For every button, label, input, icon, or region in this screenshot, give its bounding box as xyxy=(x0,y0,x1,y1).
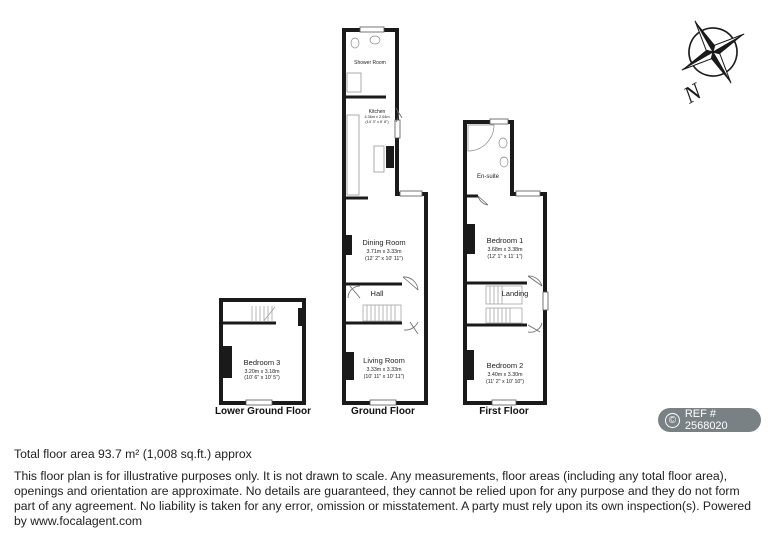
kitchen-name: Kitchen xyxy=(368,109,386,115)
kitchen-worktop xyxy=(347,115,359,195)
chimney-breast xyxy=(346,352,354,380)
shower-tray xyxy=(347,73,361,92)
toilet xyxy=(500,157,508,167)
window xyxy=(492,400,516,405)
window xyxy=(395,120,400,138)
shower-room-name: Shower Room xyxy=(354,60,386,66)
window xyxy=(543,292,548,310)
dining-room-dim-ft: (12' 2" x 10' 11") xyxy=(364,256,404,262)
window xyxy=(370,400,396,405)
ref-text: REF # 2568020 xyxy=(684,408,728,432)
basin xyxy=(370,36,380,44)
chimney-breast xyxy=(223,346,232,378)
kitchen-dim-ft: (14' 3" x 6' 8") xyxy=(365,120,389,124)
first-floor-plan xyxy=(465,119,548,417)
kitchen-hob xyxy=(386,146,394,168)
dining-room-dim-m: 3.71m x 3.33m xyxy=(366,249,402,255)
floor-label-lower-ground: Lower Ground Floor xyxy=(214,406,312,417)
chimney-breast xyxy=(467,224,475,254)
kitchen-sink xyxy=(374,146,384,172)
ground-floor-plan xyxy=(344,27,426,417)
footer xyxy=(14,447,754,529)
lower-ground-floor-plan xyxy=(215,300,311,417)
window xyxy=(490,119,508,124)
bedroom3-name: Bedroom 3 xyxy=(243,358,281,367)
bedroom3-dim-ft: (10' 6" x 10' 5") xyxy=(244,375,280,381)
basin xyxy=(499,138,507,148)
window xyxy=(246,400,272,405)
bedroom1-dim-ft: (12' 1" x 11' 1") xyxy=(487,254,523,260)
living-room-name: Living Room xyxy=(363,356,405,365)
window xyxy=(516,191,540,196)
window xyxy=(400,191,422,196)
dining-room-name: Dining Room xyxy=(362,238,406,247)
living-room-dim-ft: (10' 11" x 10' 11") xyxy=(363,374,405,380)
bedroom2-dim-m: 3.40m x 3.30m xyxy=(487,372,523,378)
floor-label-first: First Floor xyxy=(479,406,529,417)
staircase xyxy=(363,305,401,321)
ensuite-name: En-suite xyxy=(476,174,500,180)
compass-north-letter: N xyxy=(679,78,707,110)
chimney-breast xyxy=(346,235,352,255)
copyright-circle-icon: © xyxy=(665,413,680,428)
disclaimer-text: This floor plan is for illustrative purposes only. It is not drawn to scale. Any measurements, floor areas (including any total floor area), openings and orientation are approximate. No details are guaranteed, they cannot be relied upon for any purpose and they do not form part of any agreement. No liability is taken for any error, omission or misstatement. A party must rely upon its own inspection(s). Powered by www.focalagent.com xyxy=(14,469,751,528)
bedroom3-dim-m: 3.20m x 3.18m xyxy=(244,369,280,375)
toilet xyxy=(351,38,359,48)
bedroom1-dim-m: 3.68m x 3.38m xyxy=(487,247,523,253)
bedroom3-walls xyxy=(221,300,304,403)
total-floor-area: Total floor area 93.7 m² (1,008 sq.ft.) approx xyxy=(14,447,252,461)
floor-label-ground: Ground Floor xyxy=(351,406,415,417)
kitchen-dim-m: 4.36m x 2.04m xyxy=(364,115,390,119)
chimney-breast xyxy=(467,350,474,380)
bedroom1-name: Bedroom 1 xyxy=(486,236,524,245)
window xyxy=(360,27,384,32)
radiator xyxy=(298,308,303,326)
landing-name: Landing xyxy=(501,289,529,298)
bedroom2-name: Bedroom 2 xyxy=(486,361,524,370)
living-room-dim-m: 3.33m x 3.33m xyxy=(366,367,402,373)
hall-name: Hall xyxy=(370,289,384,298)
bedroom2-dim-ft: (11' 2" x 10' 10") xyxy=(485,379,525,385)
ref-badge xyxy=(658,408,761,432)
